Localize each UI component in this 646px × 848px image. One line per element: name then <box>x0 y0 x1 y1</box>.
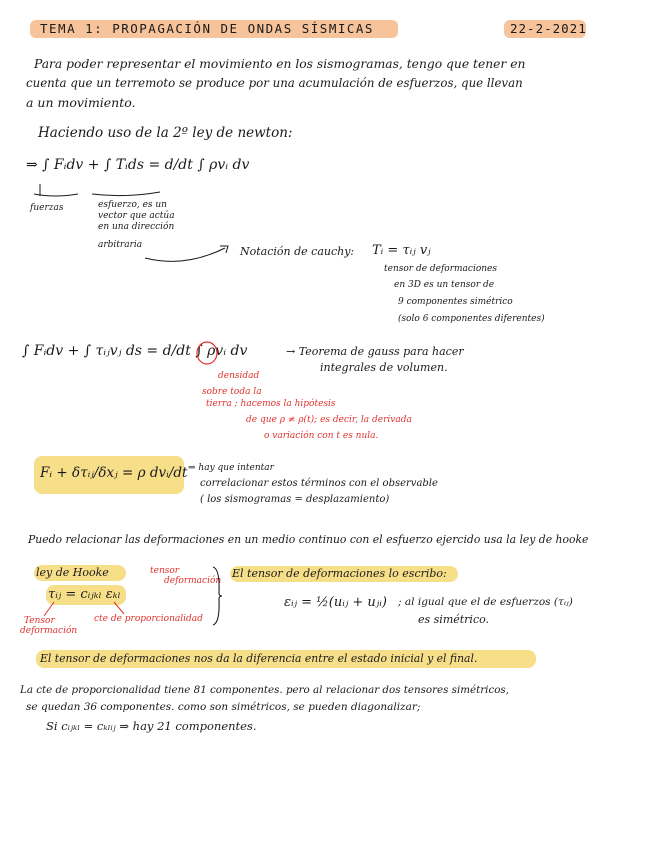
red-note-3: tierra ; hacemos la hipótesis <box>206 399 336 409</box>
newton-equation: ⇒ ∫ Fᵢdv + ∫ Tᵢds = d/dt ∫ ρvᵢ dv <box>26 157 250 173</box>
red-note-1: densidad <box>218 371 260 381</box>
hooke-tensor-label-1: Tensor <box>24 616 55 626</box>
closing-line-3: Si cᵢⱼₖₗ = cₖₗᵢⱼ ⇒ hay 21 componentes. <box>46 719 257 733</box>
newton-heading: Haciendo uso de la 2º ley de newton: <box>38 125 293 141</box>
intro-line-2: cuenta que un terremoto se produce por una acumulación de esfuerzos, que llevan <box>26 76 523 90</box>
hooke-tensor-label-2: deformación <box>20 626 78 636</box>
hooke-intro: Puedo relacionar las deformaciones en un medio continuo con el esfuerzo ejercido usa la ley de hooke <box>28 533 589 546</box>
rho-circle <box>194 340 220 368</box>
gauss-note-1: → Teorema de gauss para hacer <box>286 345 464 358</box>
cauchy-note-3: 9 componentes simétrico <box>398 297 513 307</box>
hooke-tensor-def-2: deformación <box>164 576 222 586</box>
hooke-title: ley de Hooke <box>36 566 109 579</box>
hooke-tensor-def-1: tensor <box>150 566 180 576</box>
red-note-4: de que ρ ≠ ρ(t); es decir, la derivada <box>246 415 412 425</box>
cauchy-arrow <box>140 240 240 270</box>
hooke-brace <box>210 565 224 627</box>
intro-line-3: a un movimiento. <box>26 95 136 110</box>
closing-line-2: se quedan 36 componentes. como son simétricos, se pueden diagonalizar; <box>26 701 421 713</box>
hooke-formula: τᵢⱼ = cᵢⱼₖₗ εₖₗ <box>48 587 121 602</box>
motion-equation: Fᵢ + δτᵢⱼ/δxⱼ = ρ dvᵢ/dt <box>40 465 188 481</box>
esfuerzo-line-1: esfuerzo, es un <box>98 200 167 210</box>
hooke-cte-label: cte de proporcionalidad <box>94 614 203 624</box>
hooke-right-formula: εᵢⱼ = ½(uᵢⱼ + uⱼᵢ) <box>284 595 387 610</box>
esfuerzo-line-4: arbitraria <box>98 240 143 250</box>
hooke-right-note-1: ; al igual que el de esfuerzos (τᵢⱼ) <box>398 596 573 608</box>
page-date: 22-2-2021 <box>510 21 587 36</box>
fuerzas-label: fuerzas <box>30 203 64 213</box>
red-note-2: sobre toda la <box>202 387 262 397</box>
intro-line-1: Para poder representar el movimiento en los sismogramas, tengo que tener en <box>34 57 526 71</box>
cauchy-note-1: tensor de deformaciones <box>384 264 498 274</box>
deformation-line: El tensor de deformaciones nos da la diferencia entre el estado inicial y el final. <box>40 652 478 665</box>
cauchy-note-2: en 3D es un tensor de <box>394 280 495 290</box>
esfuerzo-line-3: en una dirección <box>98 222 175 232</box>
closing-line-1: La cte de proporcionalidad tiene 81 componentes. pero al relacionar dos tensores simétricos, <box>20 684 509 696</box>
red-note-5: o variación con t es nula. <box>264 431 379 441</box>
cauchy-note-4: (solo 6 componentes diferentes) <box>398 314 545 324</box>
page-title: TEMA 1: PROPAGACIÓN DE ONDAS SÍSMICAS <box>40 21 374 36</box>
motion-note-1: ⇒ hay que intentar <box>188 463 274 473</box>
esfuerzo-line-2: vector que actúa <box>98 211 175 221</box>
hooke-right-heading: El tensor de deformaciones lo escribo: <box>232 567 447 580</box>
gauss-note-2: integrales de volumen. <box>320 361 448 374</box>
hooke-right-note-2: es simétrico. <box>418 613 490 626</box>
cauchy-formula: Tᵢ = τᵢⱼ vⱼ <box>372 243 431 258</box>
motion-note-2: correlacionar estos términos con el observable <box>200 478 438 489</box>
gauss-equation: ∫ Fᵢdv + ∫ τᵢⱼvⱼ ds = d/dt ∫ ρvᵢ dv <box>22 343 248 359</box>
cauchy-label: Notación de cauchy: <box>240 245 355 258</box>
newton-underlines <box>30 182 170 202</box>
motion-note-3: ( los sismogramas = desplazamiento) <box>200 494 390 505</box>
